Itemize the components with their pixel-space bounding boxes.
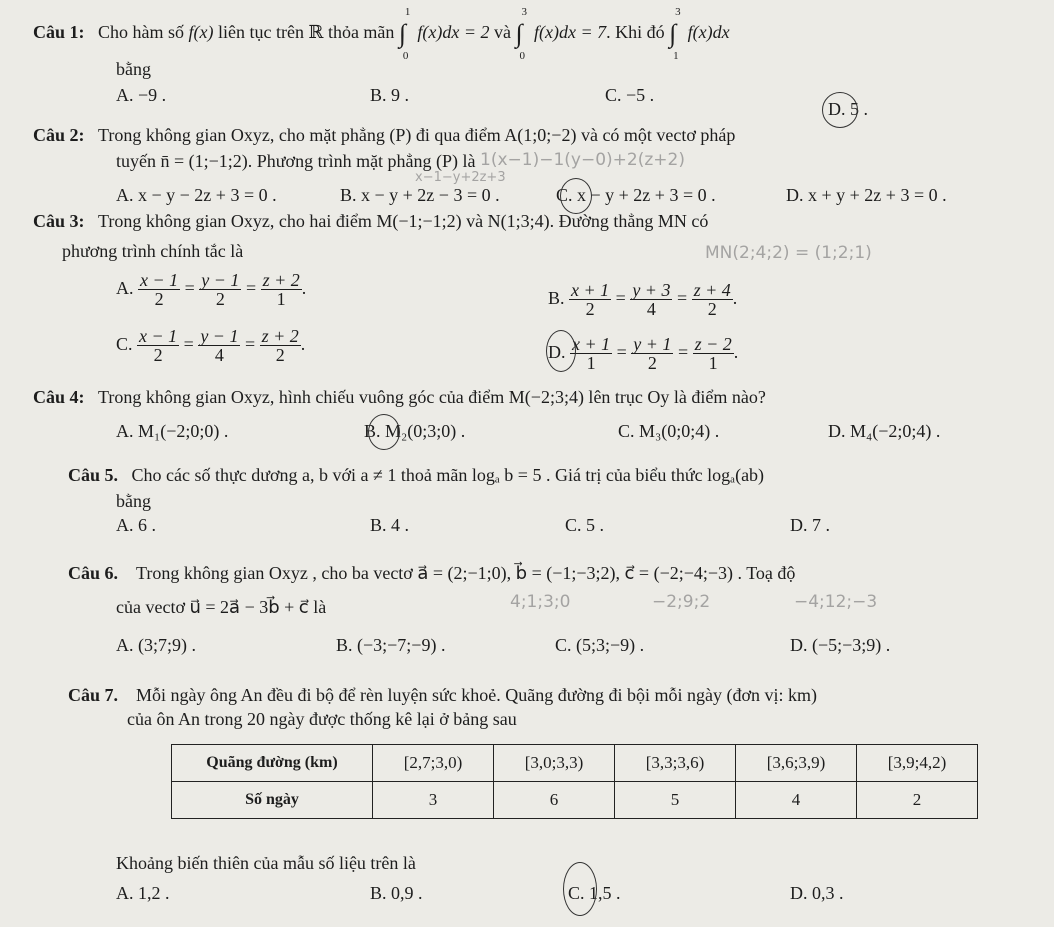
q2-option-a: A. x − y − 2z + 3 = 0 . [116,185,277,205]
q1-and: và [494,22,512,43]
q3-handwriting: MN(2;4;2) = (1;2;1) [705,243,872,263]
q1-text-a: Cho hàm số [98,22,185,43]
q7-label: Câu 7. [68,685,119,705]
answer-circle-q7 [563,862,597,916]
table-cell: 4 [736,782,857,819]
q4-label: Câu 4: [33,387,85,407]
q4-option-c: C. M₃(0;0;4) . [618,421,720,441]
q3-option-c: C. $\frac{x - 1}{2}$ = $\frac{y - 1}{4}$ = $\frac{z + 2}{2}$ . [116,326,306,366]
answer-circle-q3 [546,330,576,372]
table-cell: [3,9;4,2) [857,745,978,782]
q3-line1 [33,210,708,232]
q2-handwriting-1: 1(x−1)−1(y−0)+2(z+2) [480,150,685,170]
q7-line1 [68,684,817,706]
q1-fx: f(x) [188,22,214,43]
q2-option-c: C. x − y + 2z + 3 = 0 . [556,185,716,205]
q3-option-a: A. $\frac{x - 1}{2}$ = $\frac{y - 1}{2}$ = $\frac{z + 2}{1}$ . [116,270,307,310]
q2-option-b: B. x − y + 2z − 3 = 0 . [340,185,500,205]
q5-text: Cho các số thực dương a, b với a ≠ 1 thoả mãn logₐ b = 5 . Giá trị của biểu thức logₐ(ab) [131,465,765,485]
q6-option-a: A. (3;7;9) . [116,635,196,655]
q4-option-d: D. M₄(−2;0;4) . [828,421,941,441]
q7-line2: của ôn An trong 20 ngày được thống kê lại ở bảng sau [127,709,517,729]
table-cell: 3 [373,782,494,819]
q7-option-d: D. 0,3 . [790,883,844,903]
q3-option-d: D. $\frac{x + 1}{1}$ = $\frac{y + 1}{2}$ = $\frac{z - 2}{1}$ . [548,334,739,374]
q7-text: Mỗi ngày ông An đều đi bộ để rèn luyện sức khoẻ. Quãng đường đi bội mỗi ngày (đơn vị: km) [136,685,817,705]
q6-handwriting-2: −2;9;2 [652,592,711,612]
q1-int1: f(x)dx = 2 [417,22,490,43]
integral-2: ∫ 3 0 [515,6,528,62]
q7-option-a: A. 1,2 . [116,883,170,903]
q2-option-d: D. x + y + 2z + 3 = 0 . [786,185,947,205]
answer-circle-q1 [822,92,858,128]
table-cell: [3,6;3,9) [736,745,857,782]
table-cell: 2 [857,782,978,819]
q2-text: Trong không gian Oxyz, cho mặt phẳng (P) đi qua điểm A(1;0;−2) và có một vectơ pháp [98,125,736,145]
q6-option-b: B. (−3;−7;−9) . [336,635,446,655]
q5-option-c: C. 5 . [565,515,605,535]
q1-option-c: C. −5 . [605,85,655,105]
answer-circle-q4 [368,414,400,450]
q6-handwriting-3: −4;12;−3 [794,592,878,612]
q7-option-c: C. 1,5 . [568,883,621,903]
q1-line1 [33,6,730,62]
answer-circle-q2 [560,178,592,214]
q4-option-a: A. M₁(−2;0;0) . [116,421,229,441]
q1-then: . Khi đó [606,22,665,43]
q1-int2: f(x)dx = 7 [534,22,607,43]
q6-line2: của vectơ u⃗ = 2a⃗ − 3b⃗ + c⃗ là [116,597,327,617]
q3-text: Trong không gian Oxyz, cho hai điểm M(−1;−1;2) và N(1;3;4). Đường thẳng MN có [98,211,709,231]
q6-line1 [68,562,795,584]
q2-line2: tuyến n̄ = (1;−1;2). Phương trình mặt phẳng (P) là [116,151,476,171]
q3-option-b: B. $\frac{x + 1}{2}$ = $\frac{y + 3}{4}$ = $\frac{z + 4}{2}$ . [548,280,738,320]
table-row [172,782,978,819]
q4-text: Trong không gian Oxyz, hình chiếu vuông góc của điểm M(−2;3;4) lên trục Oy là điểm nào? [98,387,766,407]
q5-option-b: B. 4 . [370,515,410,535]
q5-line1 [68,464,764,486]
q2-label: Câu 2: [33,125,85,145]
q3-line2: phương trình chính tắc là [62,241,244,261]
table-cell: [2,7;3,0) [373,745,494,782]
q1-option-a: A. −9 . [116,85,167,105]
q6-option-c: C. (5;3;−9) . [555,635,645,655]
q5-label: Câu 5. [68,465,119,485]
q1-label: Câu 1: [33,22,85,43]
q6-handwriting-1: 4;1;3;0 [510,592,571,612]
q2-handwriting-2: x−1−y+2z+3 [415,170,506,185]
q4-line1 [33,386,766,408]
q1-text-b: liên tục trên ℝ thỏa mãn [218,22,395,43]
q7-option-b: B. 0,9 . [370,883,423,903]
q1-int3: f(x)dx [687,22,730,43]
q6-option-d: D. (−5;−3;9) . [790,635,891,655]
q5-option-a: A. 6 . [116,515,156,535]
integral-1: ∫ 1 0 [398,6,411,62]
table-header-days: Số ngày [172,782,373,819]
q7-line3: Khoảng biến thiên của mẫu số liệu trên là [116,853,416,873]
table-cell: 5 [615,782,736,819]
q6-text: Trong không gian Oxyz , cho ba vectơ a⃗ = (2;−1;0), b⃗ = (−1;−3;2), c⃗ = (−2;−4;−3) . Toạ độ [136,563,796,583]
q3-label: Câu 3: [33,211,85,231]
integral-3: ∫ 3 1 [669,6,681,62]
q5-option-d: D. 7 . [790,515,830,535]
frequency-table [171,744,978,819]
q1-line2: bằng [116,59,151,79]
table-header-distance: Quãng đường (km) [172,745,373,782]
table-cell: 6 [494,782,615,819]
table-row [172,745,978,782]
q4-option-b: B. M₂(0;3;0) . [364,421,466,441]
q1-option-d: D. 5 . [828,99,868,119]
q6-label: Câu 6. [68,563,119,583]
table-cell: [3,0;3,3) [494,745,615,782]
q5-line2: bằng [116,491,151,511]
q1-option-b: B. 9 . [370,85,410,105]
q2-line1 [33,124,735,146]
table-cell: [3,3;3,6) [615,745,736,782]
